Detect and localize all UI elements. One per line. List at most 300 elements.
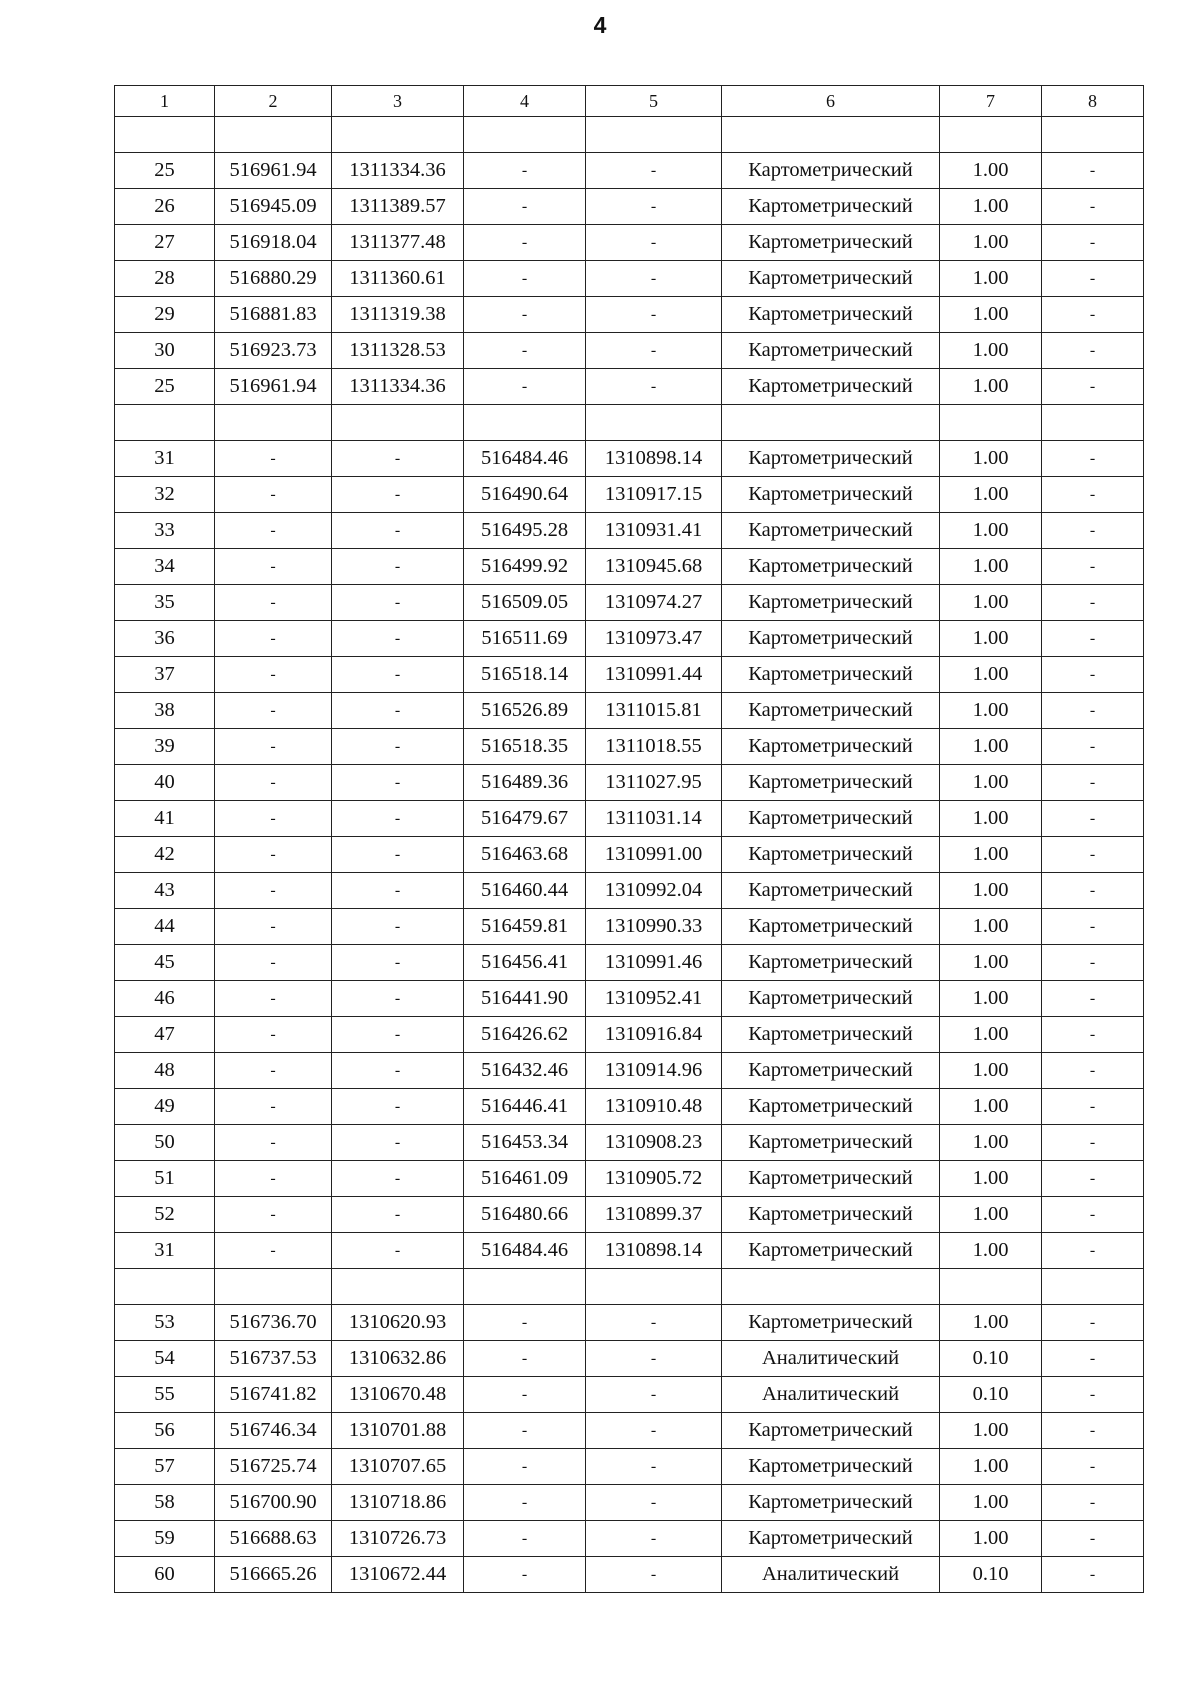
table-cell: 1.00 xyxy=(940,765,1042,801)
table-row xyxy=(115,1161,1144,1197)
table-cell: - xyxy=(586,153,722,189)
table-cell: - xyxy=(1042,1521,1144,1557)
table-cell: - xyxy=(586,1449,722,1485)
table-row xyxy=(115,1377,1144,1413)
table-cell: 1.00 xyxy=(940,477,1042,513)
table-cell: 516746.34 xyxy=(215,1413,332,1449)
table-cell: Картометрический xyxy=(722,189,940,225)
table-row-blank xyxy=(115,405,1144,441)
table-cell: - xyxy=(215,909,332,945)
table-row xyxy=(115,909,1144,945)
table-cell: 1.00 xyxy=(940,1125,1042,1161)
table-cell-empty xyxy=(115,117,215,153)
table-cell: 1.00 xyxy=(940,1305,1042,1341)
table-cell: 1310701.88 xyxy=(332,1413,464,1449)
table-cell: 1310905.72 xyxy=(586,1161,722,1197)
table-cell: - xyxy=(332,837,464,873)
table-cell-empty xyxy=(722,1269,940,1305)
table-cell: - xyxy=(1042,693,1144,729)
table-cell: - xyxy=(215,441,332,477)
table-cell: 1.00 xyxy=(940,1233,1042,1269)
table-cell: - xyxy=(332,1089,464,1125)
table-cell: Картометрический xyxy=(722,945,940,981)
table-cell: 1.00 xyxy=(940,549,1042,585)
table-cell: - xyxy=(332,693,464,729)
table-row xyxy=(115,1557,1144,1593)
table-cell: 1311360.61 xyxy=(332,261,464,297)
table-cell: 29 xyxy=(115,297,215,333)
table-cell: Картометрический xyxy=(722,981,940,1017)
table-row xyxy=(115,1017,1144,1053)
table-cell: 25 xyxy=(115,369,215,405)
table-cell: - xyxy=(1042,1161,1144,1197)
table-cell: 60 xyxy=(115,1557,215,1593)
table-cell: - xyxy=(586,333,722,369)
table-cell: - xyxy=(1042,549,1144,585)
table-cell: 516509.05 xyxy=(464,585,586,621)
table-cell: Картометрический xyxy=(722,153,940,189)
table-row-blank xyxy=(115,1269,1144,1305)
table-cell: 516490.64 xyxy=(464,477,586,513)
table-row xyxy=(115,297,1144,333)
table-cell: 48 xyxy=(115,1053,215,1089)
coordinates-table xyxy=(114,85,1144,1593)
table-cell: 516923.73 xyxy=(215,333,332,369)
table-cell: 38 xyxy=(115,693,215,729)
table-cell: - xyxy=(215,981,332,1017)
table-cell: 516489.36 xyxy=(464,765,586,801)
table-cell: 516511.69 xyxy=(464,621,586,657)
table-cell-empty xyxy=(940,1269,1042,1305)
table-cell: - xyxy=(332,657,464,693)
table-cell: 516518.35 xyxy=(464,729,586,765)
table-cell: 1.00 xyxy=(940,1053,1042,1089)
table-cell: Картометрический xyxy=(722,873,940,909)
table-cell: - xyxy=(215,1125,332,1161)
table-row xyxy=(115,657,1144,693)
table-cell: - xyxy=(586,297,722,333)
table-cell: - xyxy=(1042,1233,1144,1269)
table-cell: - xyxy=(464,1557,586,1593)
table-row-blank xyxy=(115,117,1144,153)
table-cell: - xyxy=(332,1233,464,1269)
table-cell: - xyxy=(332,1017,464,1053)
table-cell: - xyxy=(586,1341,722,1377)
table-cell: - xyxy=(215,1089,332,1125)
table-cell-empty xyxy=(332,405,464,441)
table-cell: - xyxy=(215,621,332,657)
table-cell: Аналитический xyxy=(722,1377,940,1413)
table-cell: 1.00 xyxy=(940,225,1042,261)
table-cell: - xyxy=(1042,1017,1144,1053)
table-cell: 25 xyxy=(115,153,215,189)
table-cell: 56 xyxy=(115,1413,215,1449)
table-cell: 516961.94 xyxy=(215,153,332,189)
table-cell: - xyxy=(215,765,332,801)
table-cell: 1.00 xyxy=(940,945,1042,981)
table-row xyxy=(115,1449,1144,1485)
table-cell: 516484.46 xyxy=(464,1233,586,1269)
table-cell: 1311389.57 xyxy=(332,189,464,225)
table-cell: 516918.04 xyxy=(215,225,332,261)
table-cell: Картометрический xyxy=(722,369,940,405)
table-row xyxy=(115,981,1144,1017)
table-cell: Картометрический xyxy=(722,549,940,585)
header-cell: 8 xyxy=(1042,86,1144,117)
table-row xyxy=(115,945,1144,981)
table-cell: - xyxy=(1042,657,1144,693)
table-cell: 46 xyxy=(115,981,215,1017)
table-cell: - xyxy=(215,693,332,729)
table-cell: Картометрический xyxy=(722,1197,940,1233)
table-cell: 52 xyxy=(115,1197,215,1233)
table-cell: 1.00 xyxy=(940,621,1042,657)
table-row xyxy=(115,549,1144,585)
table-cell: 1310670.48 xyxy=(332,1377,464,1413)
page-number: 4 xyxy=(593,12,607,38)
table-cell: 54 xyxy=(115,1341,215,1377)
table-cell: Картометрический xyxy=(722,513,940,549)
table-cell: - xyxy=(1042,1413,1144,1449)
table-row xyxy=(115,693,1144,729)
table-cell: 1311328.53 xyxy=(332,333,464,369)
table-cell: - xyxy=(586,1557,722,1593)
table-cell: 1.00 xyxy=(940,513,1042,549)
table-cell: 55 xyxy=(115,1377,215,1413)
table-cell: 0.10 xyxy=(940,1557,1042,1593)
table-cell-empty xyxy=(722,117,940,153)
table-cell: 51 xyxy=(115,1161,215,1197)
table-cell: 516484.46 xyxy=(464,441,586,477)
table-cell-empty xyxy=(1042,405,1144,441)
table-cell: - xyxy=(332,729,464,765)
table-row xyxy=(115,1197,1144,1233)
table-cell: - xyxy=(1042,297,1144,333)
header-cell: 4 xyxy=(464,86,586,117)
table-cell: - xyxy=(332,1125,464,1161)
table-cell: - xyxy=(1042,1125,1144,1161)
table-cell: - xyxy=(332,549,464,585)
table-cell: 1.00 xyxy=(940,801,1042,837)
table-cell: 516741.82 xyxy=(215,1377,332,1413)
table-cell: Аналитический xyxy=(722,1341,940,1377)
table-cell: Картометрический xyxy=(722,333,940,369)
table-cell: Картометрический xyxy=(722,1485,940,1521)
table-cell: - xyxy=(586,1521,722,1557)
table-cell: - xyxy=(1042,477,1144,513)
table-cell: 1.00 xyxy=(940,873,1042,909)
table-row xyxy=(115,477,1144,513)
table-cell: - xyxy=(332,765,464,801)
table-cell-empty xyxy=(115,1269,215,1305)
table-cell: 1310973.47 xyxy=(586,621,722,657)
table-cell: - xyxy=(215,1197,332,1233)
table-cell: 516480.66 xyxy=(464,1197,586,1233)
table-cell: 1310991.00 xyxy=(586,837,722,873)
table-cell: - xyxy=(464,261,586,297)
table-cell: - xyxy=(464,333,586,369)
table-cell: 57 xyxy=(115,1449,215,1485)
table-cell: 1.00 xyxy=(940,1017,1042,1053)
table-cell: 1311031.14 xyxy=(586,801,722,837)
table-cell: 1310672.44 xyxy=(332,1557,464,1593)
table-cell: 516461.09 xyxy=(464,1161,586,1197)
table-cell-empty xyxy=(464,117,586,153)
table-cell: Картометрический xyxy=(722,477,940,513)
table-cell: - xyxy=(1042,945,1144,981)
table-cell: - xyxy=(332,909,464,945)
table-cell: 50 xyxy=(115,1125,215,1161)
table-cell: 1310718.86 xyxy=(332,1485,464,1521)
table-cell: 1310931.41 xyxy=(586,513,722,549)
table-cell: - xyxy=(1042,873,1144,909)
table-cell: 26 xyxy=(115,189,215,225)
table-cell: 1.00 xyxy=(940,369,1042,405)
table-row xyxy=(115,1485,1144,1521)
table-cell: - xyxy=(215,657,332,693)
table-cell: 1.00 xyxy=(940,693,1042,729)
table-cell: - xyxy=(1042,225,1144,261)
table-cell: - xyxy=(464,1413,586,1449)
table-cell: 1.00 xyxy=(940,1089,1042,1125)
table-cell: 35 xyxy=(115,585,215,621)
table-cell: - xyxy=(1042,513,1144,549)
header-cell: 3 xyxy=(332,86,464,117)
table-row xyxy=(115,1521,1144,1557)
table-cell: - xyxy=(1042,1485,1144,1521)
table-cell: 1.00 xyxy=(940,1413,1042,1449)
table-cell: - xyxy=(332,585,464,621)
table-cell: - xyxy=(215,801,332,837)
table-cell: - xyxy=(1042,837,1144,873)
table-cell: Картометрический xyxy=(722,1233,940,1269)
table-cell: Картометрический xyxy=(722,225,940,261)
table-cell: Картометрический xyxy=(722,657,940,693)
table-cell: 47 xyxy=(115,1017,215,1053)
table-cell: 1310726.73 xyxy=(332,1521,464,1557)
table-cell: 34 xyxy=(115,549,215,585)
table-cell: 1310917.15 xyxy=(586,477,722,513)
header-cell: 1 xyxy=(115,86,215,117)
header-cell: 5 xyxy=(586,86,722,117)
table-cell: 1.00 xyxy=(940,1197,1042,1233)
table-cell: - xyxy=(215,513,332,549)
table-cell: - xyxy=(464,1341,586,1377)
table-cell: - xyxy=(1042,261,1144,297)
table-cell: - xyxy=(1042,1305,1144,1341)
table-cell: Картометрический xyxy=(722,1053,940,1089)
table-cell: 49 xyxy=(115,1089,215,1125)
table-cell-empty xyxy=(215,117,332,153)
table-cell-empty xyxy=(464,405,586,441)
table-cell: - xyxy=(586,189,722,225)
table-cell: - xyxy=(215,549,332,585)
table-cell: - xyxy=(332,873,464,909)
table-cell: - xyxy=(332,981,464,1017)
table-cell: Картометрический xyxy=(722,765,940,801)
table-cell: 45 xyxy=(115,945,215,981)
table-cell: - xyxy=(464,225,586,261)
table-cell: 516441.90 xyxy=(464,981,586,1017)
table-cell: 58 xyxy=(115,1485,215,1521)
table-cell: 1311334.36 xyxy=(332,153,464,189)
table-cell: 516945.09 xyxy=(215,189,332,225)
table-cell: 1310992.04 xyxy=(586,873,722,909)
table-cell-empty xyxy=(586,405,722,441)
table-cell: - xyxy=(1042,189,1144,225)
table-cell-empty xyxy=(332,1269,464,1305)
table-cell: - xyxy=(586,369,722,405)
table-cell: 0.10 xyxy=(940,1341,1042,1377)
table-cell: - xyxy=(215,873,332,909)
table-cell: - xyxy=(215,945,332,981)
table-cell: 1310991.44 xyxy=(586,657,722,693)
table-cell: Картометрический xyxy=(722,441,940,477)
table-cell: 1.00 xyxy=(940,1449,1042,1485)
table-cell: - xyxy=(332,1161,464,1197)
table-cell: 1.00 xyxy=(940,585,1042,621)
table-cell: 1310908.23 xyxy=(586,1125,722,1161)
table-cell: 516426.62 xyxy=(464,1017,586,1053)
table-cell: - xyxy=(332,477,464,513)
table-cell: - xyxy=(464,369,586,405)
table-cell: Картометрический xyxy=(722,1305,940,1341)
table-cell: 1310707.65 xyxy=(332,1449,464,1485)
table-cell: - xyxy=(332,1053,464,1089)
table-cell-empty xyxy=(586,1269,722,1305)
header-cell: 2 xyxy=(215,86,332,117)
table-cell: 1.00 xyxy=(940,837,1042,873)
table-cell: 1310898.14 xyxy=(586,441,722,477)
table-cell: 43 xyxy=(115,873,215,909)
table-cell: 39 xyxy=(115,729,215,765)
table-cell: 516463.68 xyxy=(464,837,586,873)
table-cell: 0.10 xyxy=(940,1377,1042,1413)
table-cell: 1310632.86 xyxy=(332,1341,464,1377)
table-cell: 28 xyxy=(115,261,215,297)
table-cell: - xyxy=(1042,369,1144,405)
table-cell: - xyxy=(1042,1197,1144,1233)
table-cell-empty xyxy=(215,405,332,441)
table-cell: 1310974.27 xyxy=(586,585,722,621)
table-cell: - xyxy=(215,1233,332,1269)
table-cell: 1310945.68 xyxy=(586,549,722,585)
table-cell: 40 xyxy=(115,765,215,801)
table-cell: - xyxy=(332,945,464,981)
table-cell: - xyxy=(1042,153,1144,189)
table-cell: - xyxy=(586,1305,722,1341)
table-cell: 1.00 xyxy=(940,261,1042,297)
table-row xyxy=(115,621,1144,657)
table-cell: 516880.29 xyxy=(215,261,332,297)
table-cell: 516736.70 xyxy=(215,1305,332,1341)
table-row xyxy=(115,513,1144,549)
table-cell: Картометрический xyxy=(722,1017,940,1053)
table-cell: 516881.83 xyxy=(215,297,332,333)
table-cell: - xyxy=(1042,1053,1144,1089)
table-cell: Картометрический xyxy=(722,693,940,729)
table-cell: 1311377.48 xyxy=(332,225,464,261)
table-cell: - xyxy=(464,1377,586,1413)
table-cell: - xyxy=(332,801,464,837)
table-row xyxy=(115,1053,1144,1089)
table-cell: 1.00 xyxy=(940,297,1042,333)
header-row xyxy=(115,86,1144,117)
table-cell: 516453.34 xyxy=(464,1125,586,1161)
table-cell: 59 xyxy=(115,1521,215,1557)
table-cell: - xyxy=(586,261,722,297)
table-cell: 37 xyxy=(115,657,215,693)
table-cell: 44 xyxy=(115,909,215,945)
table-cell: 1.00 xyxy=(940,189,1042,225)
table-cell: - xyxy=(464,1305,586,1341)
table-cell: - xyxy=(215,1053,332,1089)
table-row xyxy=(115,1089,1144,1125)
table-cell: - xyxy=(1042,1089,1144,1125)
table-cell: 516495.28 xyxy=(464,513,586,549)
table-cell: 1310990.33 xyxy=(586,909,722,945)
table-cell-empty xyxy=(464,1269,586,1305)
table-cell: 516526.89 xyxy=(464,693,586,729)
table-cell: 516518.14 xyxy=(464,657,586,693)
table-cell: 1310910.48 xyxy=(586,1089,722,1125)
table-row xyxy=(115,261,1144,297)
table-row xyxy=(115,225,1144,261)
table-cell: Картометрический xyxy=(722,1449,940,1485)
table-cell: 1.00 xyxy=(940,729,1042,765)
table-cell: - xyxy=(1042,981,1144,1017)
table-cell: - xyxy=(1042,765,1144,801)
table-cell: Картометрический xyxy=(722,801,940,837)
table-cell: - xyxy=(586,1485,722,1521)
table-cell: Картометрический xyxy=(722,1089,940,1125)
table-cell: - xyxy=(215,837,332,873)
table-cell: 36 xyxy=(115,621,215,657)
table-cell-empty xyxy=(722,405,940,441)
table-cell: 516665.26 xyxy=(215,1557,332,1593)
table-cell: 1.00 xyxy=(940,1161,1042,1197)
table-cell: 516432.46 xyxy=(464,1053,586,1089)
header-cell: 7 xyxy=(940,86,1042,117)
table-cell: 1310899.37 xyxy=(586,1197,722,1233)
table-cell: 516460.44 xyxy=(464,873,586,909)
table-cell: - xyxy=(586,1413,722,1449)
table-cell: 32 xyxy=(115,477,215,513)
table-cell: 27 xyxy=(115,225,215,261)
table-cell: Картометрический xyxy=(722,909,940,945)
table-cell: 1311015.81 xyxy=(586,693,722,729)
table-cell: 1311027.95 xyxy=(586,765,722,801)
table-cell: 53 xyxy=(115,1305,215,1341)
table-cell: 1310898.14 xyxy=(586,1233,722,1269)
table-cell: Картометрический xyxy=(722,297,940,333)
table-cell: 516961.94 xyxy=(215,369,332,405)
table-cell: 1.00 xyxy=(940,441,1042,477)
table-cell: - xyxy=(464,1521,586,1557)
table-cell: - xyxy=(464,189,586,225)
table-row xyxy=(115,837,1144,873)
table-cell-empty xyxy=(332,117,464,153)
table-row xyxy=(115,1305,1144,1341)
table-cell: - xyxy=(464,1485,586,1521)
table-cell: - xyxy=(332,1197,464,1233)
table-cell-empty xyxy=(215,1269,332,1305)
table-cell: - xyxy=(215,729,332,765)
table-cell-empty xyxy=(115,405,215,441)
table-cell: 1.00 xyxy=(940,1485,1042,1521)
table-cell: 41 xyxy=(115,801,215,837)
table-cell: 516459.81 xyxy=(464,909,586,945)
